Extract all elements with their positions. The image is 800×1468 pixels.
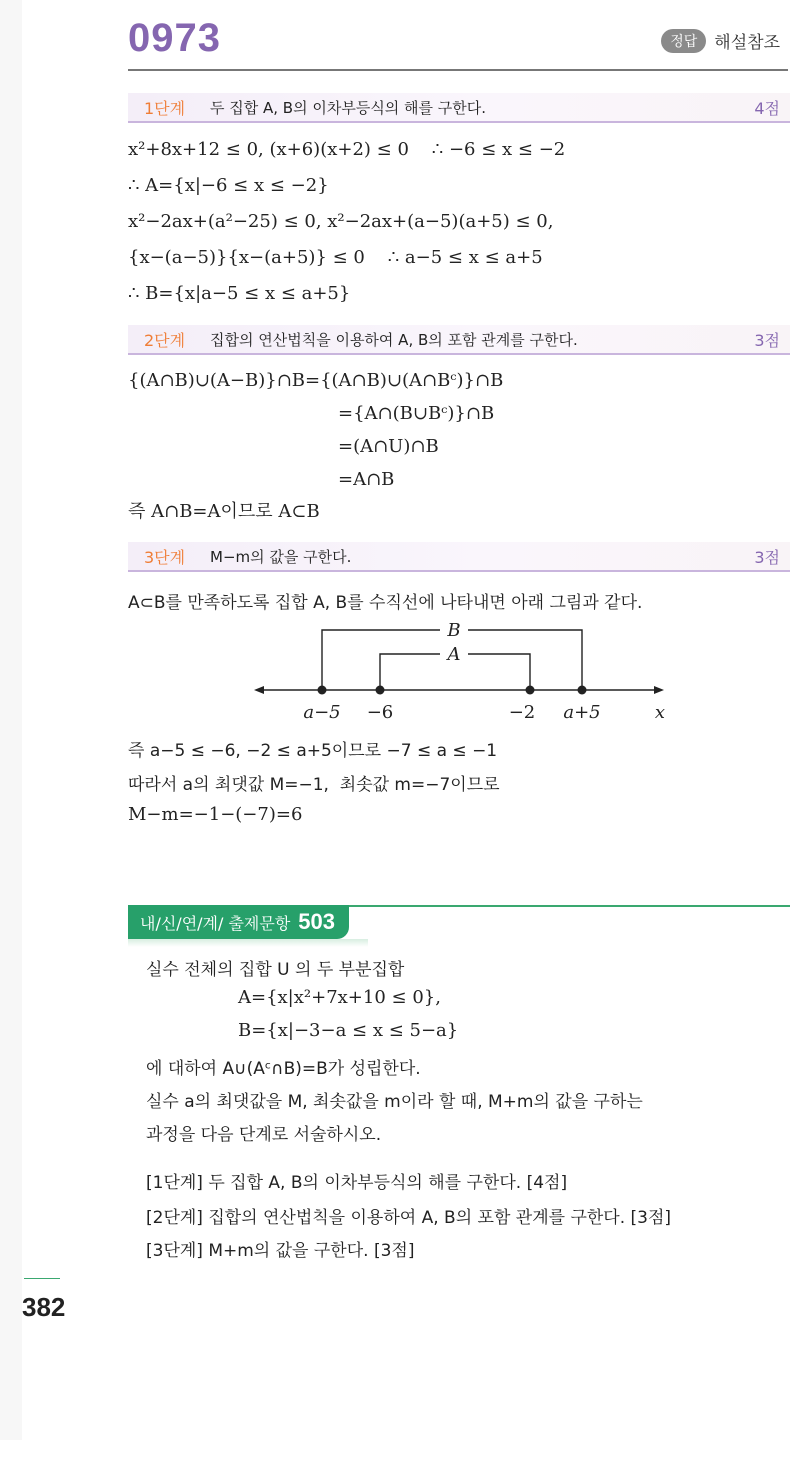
set-b-bracket-left <box>322 630 440 690</box>
final-answer-line: M−m=−1−(−7)=6 <box>128 804 303 825</box>
math-line: {(A∩B)∪(A−B)}∩B={(A∩B)∪(A∩Bᶜ)}∩B <box>128 370 504 391</box>
tick-label: −2 <box>508 702 536 723</box>
math-line: ={A∩(B∪Bᶜ)}∩B <box>338 403 495 424</box>
math-line: ∴ A={x|−6 ≤ x ≤ −2} <box>128 175 329 196</box>
text-line: 즉 a−5 ≤ −6, −2 ≤ a+5이므로 −7 ≤ a ≤ −1 <box>128 741 498 761</box>
point-minus-2 <box>526 686 535 695</box>
answer-badge: 정답 <box>661 29 706 53</box>
header-divider <box>128 69 788 71</box>
question-line: 과정을 다음 단계로 서술하시오. <box>146 1125 382 1145</box>
math-line: =(A∩U)∩B <box>338 436 439 457</box>
step-label: 3단계 <box>144 547 186 567</box>
text-line: A⊂B를 만족하도록 집합 A, B를 수직선에 나타내면 아래 그림과 같다. <box>128 593 643 613</box>
math-line: {x−(a−5)}{x−(a+5)} ≤ 0 ∴ a−5 ≤ x ≤ a+5 <box>128 247 543 268</box>
tick-label: a−5 <box>303 702 341 723</box>
related-problem-bar <box>128 905 790 941</box>
axis-left-arrow <box>254 686 264 694</box>
question-line: 에 대하여 A∪(Aᶜ∩B)=B가 성립한다. <box>146 1059 421 1079</box>
question-math: A={x|x²+7x+10 ≤ 0}, <box>238 987 441 1008</box>
set-a-label: A <box>447 644 461 665</box>
related-shadow <box>128 939 368 947</box>
step-3-header <box>128 542 790 572</box>
step-description: 두 집합 A, B의 이차부등식의 해를 구한다. <box>210 98 487 117</box>
step-description: 집합의 연산법칙을 이용하여 A, B의 포함 관계를 구한다. <box>210 330 578 349</box>
step-points: 3점 <box>754 547 780 567</box>
question-step: [1단계] 두 집합 A, B의 이차부등식의 해를 구한다. [4점] <box>146 1173 568 1193</box>
step-1-header <box>128 93 790 123</box>
question-line: 실수 전체의 집합 U 의 두 부분집합 <box>146 960 405 980</box>
tick-label: −6 <box>366 702 394 723</box>
step-description: M−m의 값을 구한다. <box>210 547 352 566</box>
point-minus-6 <box>376 686 385 695</box>
set-b-label: B <box>447 620 461 641</box>
step-2-header <box>128 325 790 355</box>
math-line: =A∩B <box>338 469 395 490</box>
question-math: B={x|−3−a ≤ x ≤ 5−a} <box>238 1020 459 1041</box>
step-points: 3점 <box>754 330 780 350</box>
related-problem-tab <box>128 905 349 939</box>
page-edge <box>0 0 22 1440</box>
math-line: x²+8x+12 ≤ 0, (x+6)(x+2) ≤ 0 ∴ −6 ≤ x ≤ −2 <box>128 139 566 160</box>
question-step: [3단계] M+m의 값을 구한다. [3점] <box>146 1241 415 1261</box>
answer-text: 해설참조 <box>714 33 780 53</box>
page-number-rule <box>24 1278 60 1279</box>
axis-label: x <box>654 702 666 723</box>
related-label: 내/신/연/계/ 출제문항 <box>140 913 291 933</box>
tick-label: a+5 <box>563 702 601 723</box>
page-number: 382 <box>22 1292 66 1322</box>
axis-right-arrow <box>654 686 664 694</box>
number-line-figure <box>250 618 670 728</box>
set-a-bracket-right <box>468 654 530 690</box>
question-line: 실수 a의 최댓값을 M, 최솟값을 m이라 할 때, M+m의 값을 구하는 <box>146 1092 643 1112</box>
conclusion-line: 즉 A∩B=A이므로 A⊂B <box>128 501 320 522</box>
problem-number: 0973 <box>128 16 221 60</box>
step-points: 4점 <box>754 98 780 118</box>
answer-tag <box>661 28 780 53</box>
question-step: [2단계] 집합의 연산법칙을 이용하여 A, B의 포함 관계를 구한다. [3점] <box>146 1208 672 1228</box>
math-line: x²−2ax+(a²−25) ≤ 0, x²−2ax+(a−5)(a+5) ≤ 0, <box>128 211 554 232</box>
set-a-bracket-left <box>380 654 440 690</box>
text-line: 따라서 a의 최댓값 M=−1, 최솟값 m=−7이므로 <box>128 775 500 795</box>
point-a-plus-5 <box>578 686 587 695</box>
step-label: 1단계 <box>144 98 186 118</box>
set-b-bracket-right <box>468 630 582 690</box>
math-line: ∴ B={x|a−5 ≤ x ≤ a+5} <box>128 283 351 304</box>
point-a-minus-5 <box>318 686 327 695</box>
step-label: 2단계 <box>144 330 186 350</box>
related-number: 503 <box>298 909 336 934</box>
